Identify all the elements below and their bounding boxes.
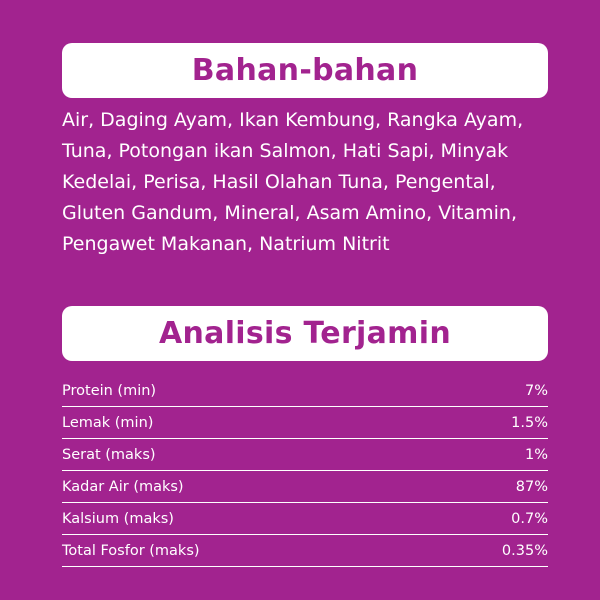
analysis-heading-box	[62, 306, 548, 361]
analysis-label: Lemak (min)	[62, 414, 154, 431]
ingredients-heading-box	[62, 43, 548, 98]
analysis-title: Analisis Terjamin	[159, 316, 451, 351]
ingredients-list: Air, Daging Ayam, Ikan Kembung, Rangka Ayam, Tuna, Potongan ikan Salmon, Hati Sapi, Minyak Kedelai, Perisa, Hasil Olahan Tuna, Pengental, Gluten Gandum, Mineral, Asam Amino, Vitamin, Pengawet Makanan, Natrium Nitrit	[62, 109, 524, 255]
ingredients-title: Bahan-bahan	[191, 53, 419, 88]
analysis-value: 1.5%	[511, 414, 548, 431]
analysis-table	[62, 375, 548, 567]
analysis-value: 1%	[524, 446, 548, 463]
analysis-label: Kadar Air (maks)	[62, 478, 184, 495]
analysis-row-calcium	[62, 503, 548, 535]
analysis-value: 0.35%	[501, 542, 548, 559]
analysis-value: 7%	[524, 382, 548, 399]
analysis-value: 87%	[515, 478, 548, 495]
analysis-row-protein	[62, 375, 548, 407]
analysis-value: 0.7%	[511, 510, 548, 527]
analysis-row-moisture	[62, 471, 548, 503]
analysis-row-fiber	[62, 439, 548, 471]
analysis-row-phosphorus	[62, 535, 548, 567]
analysis-row-fat	[62, 407, 548, 439]
analysis-label: Serat (maks)	[62, 446, 156, 463]
analysis-label: Protein (min)	[62, 382, 157, 399]
analysis-label: Total Fosfor (maks)	[62, 542, 200, 559]
analysis-label: Kalsium (maks)	[62, 510, 174, 527]
